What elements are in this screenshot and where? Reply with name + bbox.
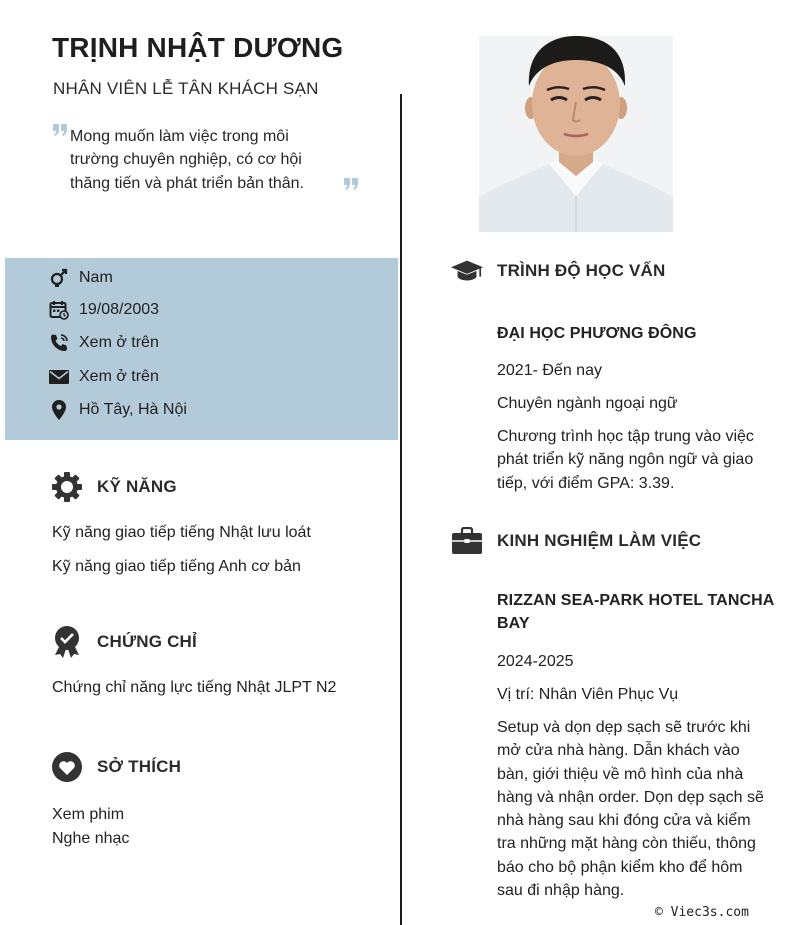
skill-item: Kỹ năng giao tiếp tiếng Anh cơ bản [52,558,301,575]
profile-photo [479,36,673,232]
company-name [497,589,777,636]
objective-line: thăng tiến và phát triển bản thân. [70,174,304,192]
experience-position: Vị trí: Nhân Viên Phục Vụ [497,686,679,703]
calendar-icon [48,299,70,321]
graduation-cap-icon [450,254,484,288]
location-icon [48,399,70,421]
certificate-badge-icon [50,625,84,659]
info-email [48,365,159,389]
job-title: NHÂN VIÊN LỄ TÂN KHÁCH SẠN [53,79,319,98]
experience-description-line: Setup và dọn dẹp sạch sẽ trước khi [497,719,751,736]
experience-period: 2024-2025 [497,653,574,670]
education-description-line: tiếp, với điểm GPA: 3.39. [497,474,675,492]
experience-description-line: mở cửa nhà hàng. Dẫn khách vào [497,742,740,760]
certificate-item: Chứng chỉ năng lực tiếng Nhật JLPT N2 [52,679,337,696]
experience-description-line: sau đi nhập hàng. [497,882,625,900]
education-major: Chuyên ngành ngoại ngữ [497,395,678,412]
info-gender [48,266,113,290]
education-description-line: Chương trình học tập trung vào việc [497,428,754,445]
phone-value: Xem ở trên [79,334,159,351]
skills-heading-text: KỸ NĂNG [97,477,177,496]
column-divider [400,94,402,925]
certificates-heading [50,625,197,659]
gear-icon [50,470,84,504]
hobbies-heading-text: SỞ THÍCH [97,757,182,776]
objective-text [70,125,340,195]
experience-heading-text: KINH NGHIỆM LÀM VIỆC [497,531,702,550]
experience-description-line: nhà hàng sau khi đóng cửa và kiểm [497,812,751,830]
gender-icon [48,267,70,289]
hobby-item: Xem phim [52,806,125,823]
company-name-line: BAY [497,615,530,633]
quote-open-icon [52,124,68,136]
company-name-line: RIZZAN SEA-PARK HOTEL TANCHA [497,592,775,609]
education-period: 2021- Đến nay [497,362,602,379]
experience-description-line: báo cho bộ phận kiểm kho để hôm [497,858,743,876]
education-description [497,425,777,495]
education-description-line: phát triển kỹ năng ngôn ngữ và giao [497,451,754,469]
phone-icon [48,332,70,354]
candidate-name: TRỊNH NHẬT DƯƠNG [52,32,344,63]
experience-description [497,716,787,902]
certificates-heading-text: CHỨNG CHỈ [97,632,197,651]
address-value: Hồ Tây, Hà Nội [79,401,187,418]
experience-description-line: hàng và nhận order. Dọn dẹp sạch sẽ [497,788,764,806]
birthday-value: 19/08/2003 [79,301,160,318]
skill-item: Kỹ năng giao tiếp tiếng Nhật lưu loát [52,524,311,541]
email-icon [48,366,70,388]
education-heading-text: TRÌNH ĐỘ HỌC VẤN [497,261,666,280]
objective-line: Mong muốn làm việc trong môi [70,128,289,145]
copyright-text: © Viec3s.com [655,905,749,920]
school-name: ĐẠI HỌC PHƯƠNG ĐÔNG [497,325,697,342]
heart-icon [50,750,84,784]
info-phone [48,331,159,355]
experience-description-line: bàn, giới thiệu về mô hình của nhà [497,765,744,783]
briefcase-icon [450,524,484,558]
hobby-item: Nghe nhạc [52,830,130,847]
experience-heading [450,524,701,558]
personal-info-panel [5,258,398,440]
info-birthday [48,298,159,322]
gender-value: Nam [79,269,113,286]
hobbies-heading [50,750,181,784]
info-address [48,398,187,422]
education-heading [450,254,665,288]
skills-heading [50,470,177,504]
experience-description-line: tra những mặt hàng còn thiếu, thông [497,835,756,853]
email-value: Xem ở trên [79,368,159,385]
quote-close-icon [343,178,359,190]
objective-line: trường chuyên nghiệp, có cơ hội [70,151,302,169]
career-objective [52,124,372,204]
